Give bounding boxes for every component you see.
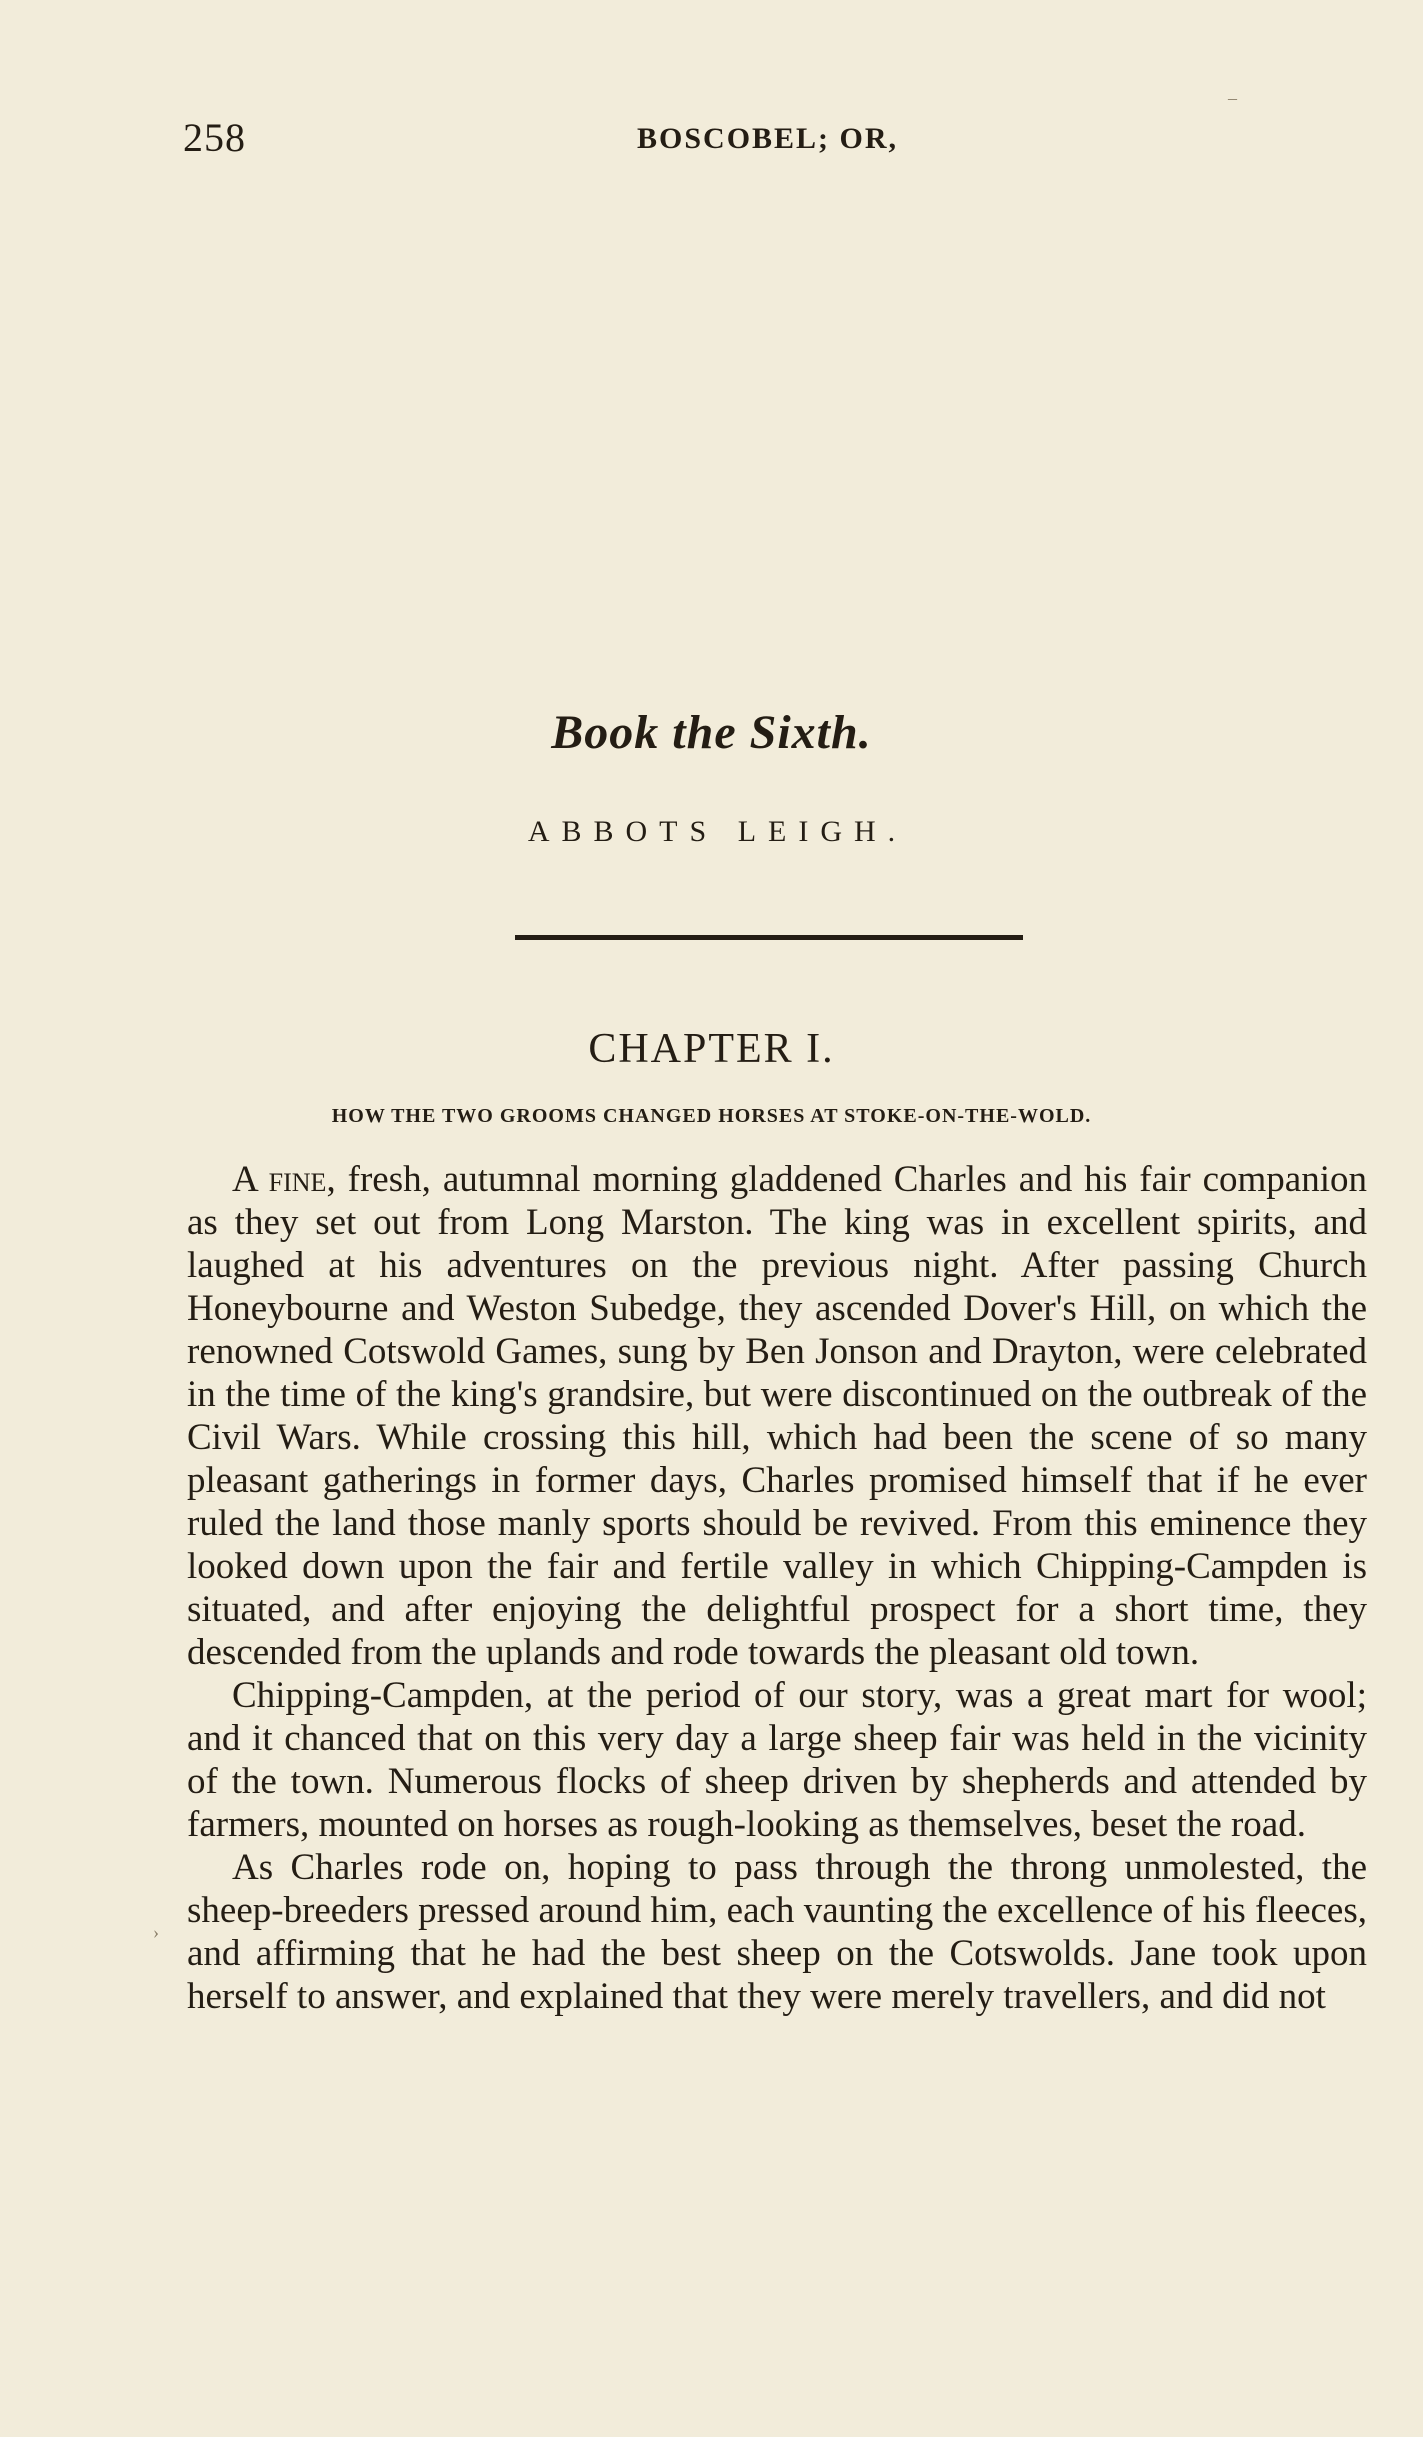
paragraph: Chipping-Campden, at the period of our story, was a great mart for wool; and it chanced that on this very day a large sheep fair was held in the vicinity of the town. Numerous flocks of sheep driven by shepherds and attended by farmers, mounted on horses as rough-looking as themselves, beset the road. xyxy=(187,1675,1367,1845)
running-head: BOSCOBEL; OR, xyxy=(637,122,899,155)
paragraph xyxy=(187,1158,1367,1674)
print-speck: – xyxy=(1228,88,1237,108)
section-rule xyxy=(515,935,1023,940)
opening-letter: A xyxy=(232,1159,257,1200)
book-title: Book the Sixth. xyxy=(551,706,872,759)
book-subtitle: ABBOTS LEIGH. xyxy=(527,815,908,848)
print-speck: › xyxy=(153,1922,159,1942)
chapter-heading: CHAPTER I. xyxy=(588,1026,835,1072)
opening-small-caps: fine xyxy=(268,1159,327,1200)
paragraph-text: , fresh, autumnal morning gladdened Charles and his fair companion as they set out from Long Marston. The king was in excellent spirits, and laughed at his adventures on the previous night. After passing Church Honeybourne and Weston Subedge, they ascended Dover's Hill, on which the renowned Cotswold Games, sung by Ben Jonson and Drayton, were celebrated in the time of the king's grandsire, but were discontinued on the outbreak of the Civil Wars. While crossing this hill, which had been the scene of so many pleasant gatherings in former days, Charles promised himself that if he ever ruled the land those manly sports should be revived. From this eminence they looked down upon the fair and fertile valley in which Chipping-Campden is situated, and after enjoying the delightful prospect for a short time, they descended from the uplands and rode towards the pleasant old town. xyxy=(187,1159,1368,1673)
chapter-subtitle: HOW THE TWO GROOMS CHANGED HORSES AT STOKE-ON-THE-WOLD. xyxy=(331,1105,1092,1127)
paragraph: As Charles rode on, hoping to pass through the throng unmolested, the sheep-breeders pressed around him, each vaunting the excellence of his fleeces, and affirming that he had the best sheep on the Cotswolds. Jane took upon herself to answer, and explained that they were merely travellers, and did not xyxy=(187,1847,1367,2017)
page-number: 258 xyxy=(183,115,246,160)
chapter-body xyxy=(187,1158,1367,2018)
